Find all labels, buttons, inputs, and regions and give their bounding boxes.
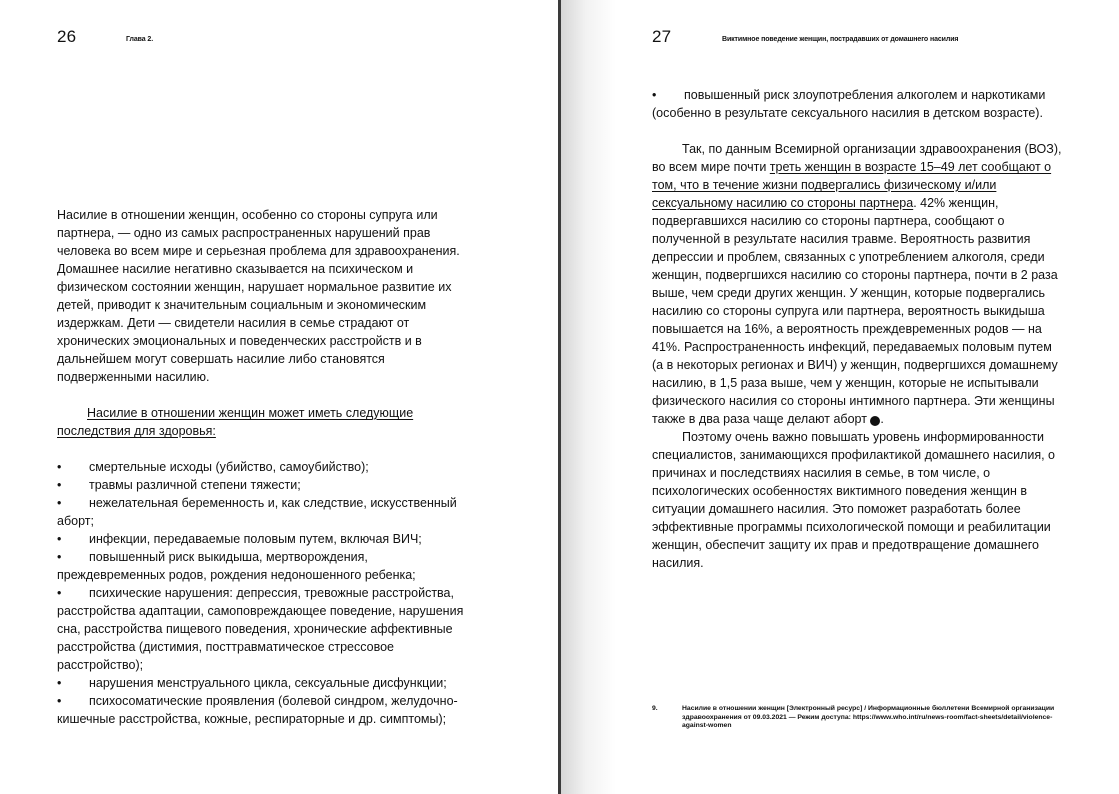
bullet-marker: • [57,550,62,564]
footnote-reference-marker[interactable]: 9 [870,416,880,426]
page-number-right: 27 [652,27,672,46]
consequence-text: смертельные исходы (убийство, самоубийство); [89,460,369,474]
bullet-marker: • [57,460,62,474]
consequence-item [57,548,475,584]
consequence-text: нарушения менструального цикла, сексуальные дисфункции; [89,676,447,690]
bullet-marker: • [57,496,62,510]
continued-item-text: повышенный риск злоупотребления алкоголем и наркотиками (особенно в результате сексуального насилия в детском возрасте). [652,88,1046,120]
bullet-marker: • [652,88,657,102]
consequence-text: повышенный риск выкидыша, мертворождения, преждевременных родов, рождения недоношенного ребенка; [57,550,416,582]
consequence-item [57,458,475,476]
footnote-text[interactable]: Насилие в отношении женщин [Электронный ресурс] / Информационные бюллетени Всемирной организации здравоохранения от 09.03.2021 — Режим доступа: https://www.who.int/ru/news-room/fact-sheets/detail/violence-against-women [682,705,1055,730]
page-number-left: 26 [57,27,77,46]
consequence-item [57,692,475,728]
consequence-item [57,476,475,494]
consequence-item [57,674,475,692]
consequences-heading [57,404,475,440]
who-underlined-text: треть женщин в возрасте 15–49 лет сообщают о том, что в течение жизни подвергались физическому и/или сексуальному насилию со стороны партнера [652,160,1052,210]
gutter-shadow [561,0,616,794]
bullet-marker: • [57,532,62,546]
who-text-after: . 42% женщин, подвергавшихся насилию со стороны партнера, сообщают о полученной в результате насилия травме. Вероятность развития депрессии и проблем, связанных с употреблением алкоголя, среди женщин, подвергшихся насилию со стороны партнера, почти в 2 раза выше, чем среди других женщин. У женщин, которые подвергались насилию со стороны супруга или партнера, вероятность выкидыша повышается на 16%, а вероятность преждевременных родов — на 41%. Распространенность инфекций, передаваемых половым путем (а в некоторых регионах и ВИЧ) у женщин, подвергшихся домашнему насилию, в 1,5 раза выше, чем у женщин, которые не испытывали физического насилия со стороны интимного партнера. Эти женщины также в два раза чаще делают аборт [652,196,1058,426]
continued-list-item [652,86,1062,122]
left-body [57,206,475,728]
consequence-item [57,494,475,530]
closing-paragraph: Поэтому очень важно повышать уровень информированности специалистов, занимающихся профилактикой домашнего насилия, о причинах и последствиях насилия в семье, в том числе, о психологических особенностях виктимного поведения женщин в ситуации домашнего насилия. Это поможет разработать более эффективные программы психологической помощи и реабилитации женщин, обеспечит защиту их прав и предотвращение домашнего насилия. [652,430,1056,570]
bullet-marker: • [57,586,62,600]
running-head-left: Глава 2. [126,36,154,43]
right-body [652,86,1062,572]
consequence-text: психосоматические проявления (болевой синдром, желудочно-кишечные расстройства, кожные, респираторные и др. симптомы); [57,694,458,726]
consequence-text: травмы различной степени тяжести; [89,478,301,492]
consequence-item [57,584,475,674]
footnote-number: 9. [652,705,658,712]
who-paragraph: Так, по данным Всемирной организации здравоохранения (ВОЗ), во всем мире почти треть женщин в возрасте 15–49 лет сообщают о том, что в течение жизни подвергались физическому и/или сексуальному насилию со стороны партнера. 42% женщин, подвергавшихся насилию со стороны партнера, сообщают о полученной в результате насилия травме. Вероятность развития депрессии и проблем, связанных с употреблением алкоголя, среди женщин, подвергшихся насилию со стороны партнера, почти в 2 раза выше, чем среди других женщин. У женщин, которые подвергались насилию со стороны супруга или партнера, вероятность выкидыша повышается на 16%, а вероятность преждевременных родов — на 41%. Распространенность инфекций, передаваемых половым путем (а в некоторых регионах и ВИЧ) у женщин, подвергшихся домашнему насилию, в 1,5 раза выше, чем у женщин, которые не испытывали физического насилия со стороны интимного партнера. Эти женщины также в два раза чаще делают аборт 9. [652,142,1062,426]
footnote [652,705,1062,731]
who-text-before: Так, по данным Всемирной организации здравоохранения (ВОЗ), во всем мире почти [652,142,1062,174]
intro-paragraph: Насилие в отношении женщин, особенно со стороны супруга или партнера, — одно из самых распространенных нарушений прав человека во всем мире и серьезная проблема для здравоохранения. Домашнее насилие негативно сказывается на психическом и физическом состоянии женщин, нарушает нормальное развитие их детей, приводит к значительным социальным и экономическим издержкам. Дети — свидетели насилия в семье страдают от хронических эмоциональных и поведенческих расстройств и в дальнейшем могут совершать насилие либо становятся подверженными насилию. [57,208,460,384]
bullet-marker: • [57,478,62,492]
consequence-text: психические нарушения: депрессия, тревожные расстройства, расстройства адаптации, самоповреждающее поведение, нарушения сна, расстройства пищевого поведения, хронические аффективные расстройства (дистимия, посттравматическое стрессовое расстройство); [57,586,464,672]
consequence-text: инфекции, передаваемые половым путем, включая ВИЧ; [89,532,422,546]
consequences-heading-text: Насилие в отношении женщин может иметь следующие последствия для здоровья: [57,406,414,438]
running-head-right: Виктимное поведение женщин, пострадавших от домашнего насилия [722,36,959,43]
bullet-marker: • [57,694,62,708]
consequence-item [57,530,475,548]
bullet-marker: • [57,676,62,690]
consequence-text: нежелательная беременность и, как следствие, искусственный аборт; [57,496,457,528]
consequences-list [57,458,475,728]
